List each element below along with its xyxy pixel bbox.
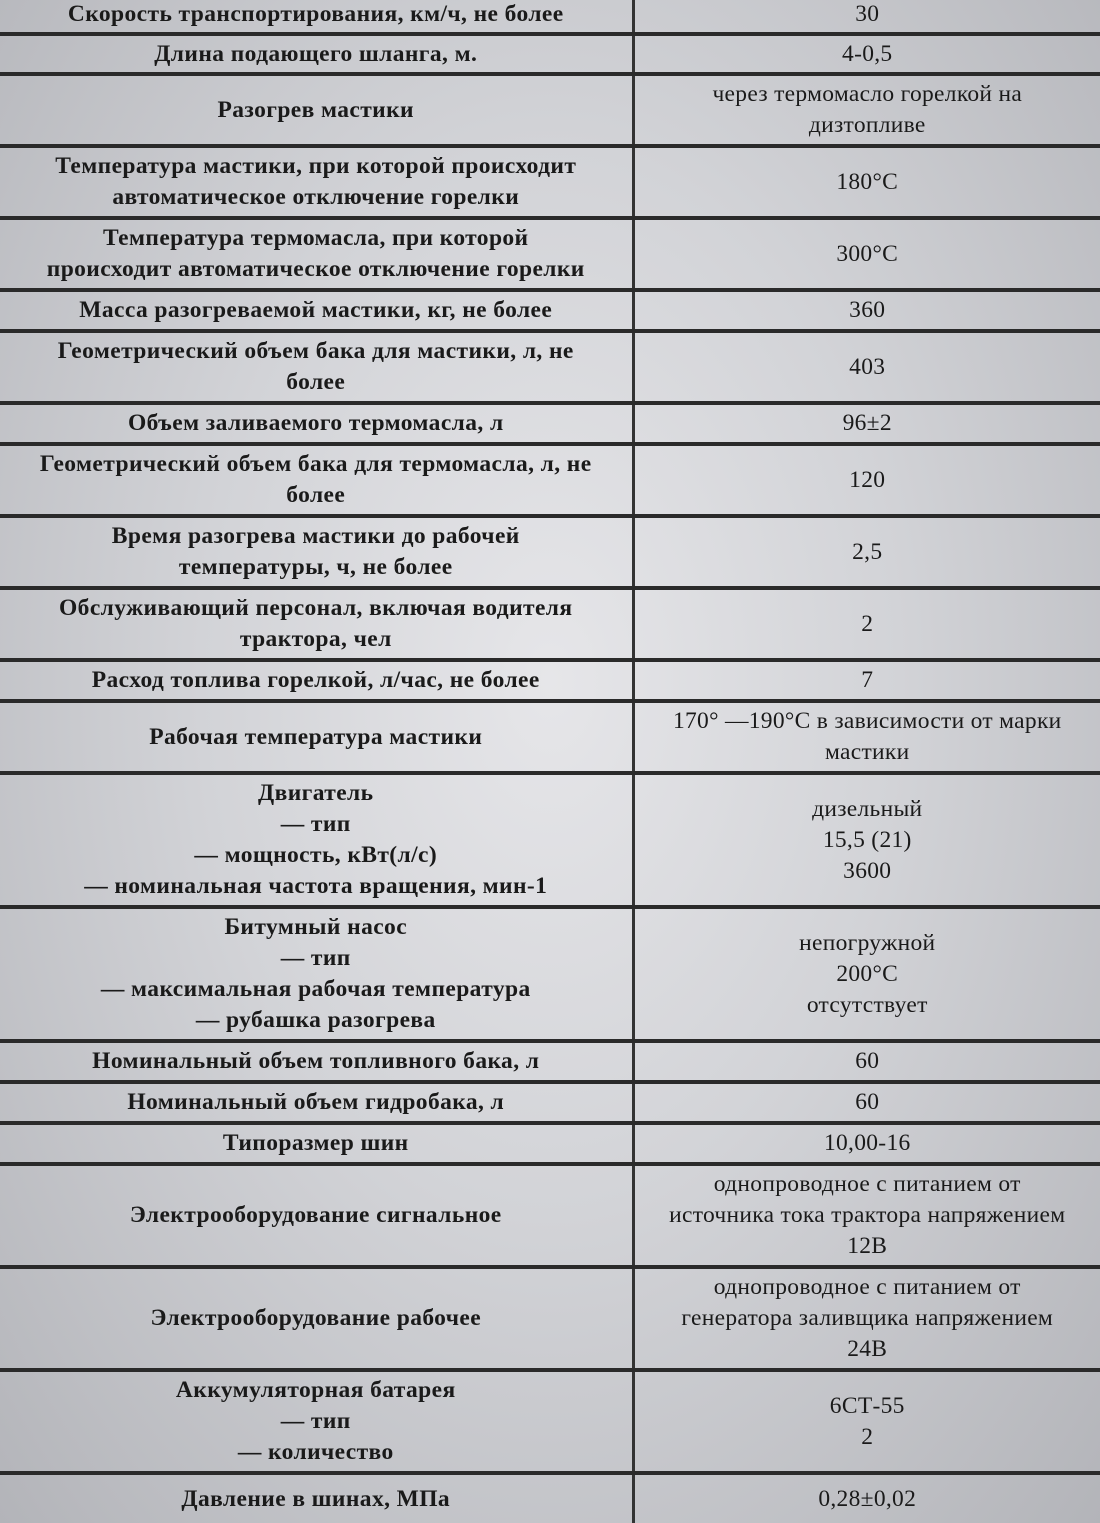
value-cell: [633, 1123, 1100, 1164]
table-row: [0, 74, 1100, 146]
value-text: 0,28±0,02: [818, 1485, 917, 1512]
table-row: [0, 701, 1100, 773]
value-text: 300°С: [836, 240, 899, 267]
value-text: 180°С: [836, 168, 899, 195]
value-cell: [633, 444, 1100, 516]
parameter-text: — номинальная частота вращения, мин-1: [84, 873, 548, 899]
value-text: 60: [855, 1089, 880, 1115]
parameter-cell: [0, 516, 633, 588]
value-text: генератора заливщика напряжением: [681, 1305, 1054, 1331]
parameter-text: — тип: [280, 811, 351, 837]
value-text: 3600: [843, 857, 892, 884]
parameter-text: температуры, ч, не более: [178, 554, 453, 580]
parameter-cell: [0, 403, 633, 444]
value-cell: [633, 146, 1100, 218]
value-text: 96±2: [842, 410, 892, 436]
table-row: [0, 1370, 1100, 1473]
parameter-cell: [0, 444, 633, 516]
value-text: мастики: [824, 739, 910, 765]
parameter-text: более: [286, 482, 346, 508]
value-text: 10,00-16: [823, 1130, 911, 1156]
value-cell: [633, 34, 1100, 74]
parameter-text: — максимальная рабочая температура: [100, 976, 531, 1002]
value-text: 200°С: [836, 960, 899, 987]
parameter-text: Расход топлива горелкой, л/час, не более: [91, 667, 540, 693]
table-row: [0, 290, 1100, 331]
value-text: 120: [849, 466, 886, 493]
parameter-text: Масса разогреваемой мастики, кг, не более: [79, 297, 553, 323]
parameter-text: Обслуживающий персонал, включая водителя: [59, 595, 573, 621]
parameter-text: Электрооборудование сигнальное: [129, 1202, 502, 1228]
parameter-text: Номинальный объем топливного бака, л: [92, 1048, 540, 1074]
value-text: дизельный: [812, 795, 923, 822]
value-cell: [633, 1082, 1100, 1123]
table-row: [0, 660, 1100, 701]
table-row: [0, 773, 1100, 907]
value-text: 24В: [847, 1336, 888, 1362]
parameter-cell: [0, 701, 633, 773]
parameter-cell: [0, 1370, 633, 1473]
parameter-text: Скорость транспортирования, км/ч, не более: [67, 0, 564, 27]
value-cell: [633, 403, 1100, 444]
parameter-cell: [0, 588, 633, 660]
parameter-text: — мощность, кВт(л/с): [194, 842, 438, 868]
value-cell: [633, 331, 1100, 403]
parameter-cell: [0, 1123, 633, 1164]
parameter-text: Разогрев мастики: [217, 96, 414, 123]
value-text: 2: [861, 1423, 874, 1450]
value-text: 360: [849, 297, 886, 323]
value-cell: [633, 74, 1100, 146]
value-text: непогружной: [799, 929, 936, 956]
parameter-text: автоматическое отключение горелки: [112, 184, 520, 210]
parameter-text: Рабочая температура мастики: [149, 723, 483, 750]
value-text: 7: [861, 667, 874, 693]
parameter-text: Геометрический объем бака для мастики, л, не: [57, 338, 574, 364]
parameter-cell: [0, 907, 633, 1041]
table-row: [0, 907, 1100, 1041]
parameter-cell: [0, 290, 633, 331]
table-row: [0, 444, 1100, 516]
table-row: [0, 1267, 1100, 1370]
parameter-text: Типоразмер шин: [222, 1130, 409, 1156]
value-text: 170° —190°С в зависимости от марки: [672, 708, 1062, 734]
table-row: [0, 588, 1100, 660]
value-cell: [633, 660, 1100, 701]
value-cell: [633, 588, 1100, 660]
value-text: 2: [861, 610, 874, 637]
parameter-text: Битумный насос: [224, 914, 408, 940]
table-row: [0, 1164, 1100, 1267]
value-text: отсутствует: [806, 991, 928, 1018]
value-cell: [633, 1370, 1100, 1473]
parameter-cell: [0, 660, 633, 701]
parameter-cell: [0, 1041, 633, 1082]
parameter-cell: [0, 1267, 633, 1370]
parameter-text: — количество: [237, 1439, 394, 1465]
value-text: 30: [855, 0, 880, 27]
value-cell: [633, 1164, 1100, 1267]
value-text: 6СТ-55: [829, 1392, 905, 1419]
value-cell: [633, 1041, 1100, 1082]
value-cell: [633, 218, 1100, 290]
value-text: однопроводное с питанием от: [713, 1171, 1021, 1197]
table-row: [0, 1473, 1100, 1523]
parameter-text: трактора, чел: [239, 626, 392, 652]
parameter-text: Аккумуляторная батарея: [175, 1377, 456, 1403]
value-text: 4-0,5: [842, 40, 893, 67]
table-row: [0, 403, 1100, 444]
table-row: [0, 146, 1100, 218]
table-row: [0, 1123, 1100, 1164]
value-cell: [633, 290, 1100, 331]
parameter-cell: [0, 146, 633, 218]
table-row: [0, 34, 1100, 74]
value-cell: [633, 701, 1100, 773]
value-text: источника тока трактора напряжением: [669, 1202, 1066, 1228]
value-text: однопроводное с питанием от: [713, 1274, 1021, 1300]
value-text: 403: [849, 353, 886, 380]
parameter-text: более: [286, 369, 346, 395]
parameter-cell: [0, 1164, 633, 1267]
value-text: дизтопливе: [808, 112, 926, 138]
table-row: [0, 1041, 1100, 1082]
table-row: [0, 218, 1100, 290]
parameter-text: Геометрический объем бака для термомасла, л, не: [39, 451, 592, 477]
value-text: 60: [855, 1048, 880, 1074]
value-cell: [633, 1473, 1100, 1523]
value-cell: [633, 1267, 1100, 1370]
value-cell: [633, 773, 1100, 907]
parameter-text: — тип: [280, 945, 351, 971]
parameter-text: Двигатель: [258, 780, 374, 806]
parameter-cell: [0, 773, 633, 907]
parameter-cell: [0, 218, 633, 290]
value-text: 15,5 (21): [822, 826, 912, 853]
table-row: [0, 0, 1100, 34]
parameter-cell: [0, 0, 633, 34]
parameter-text: Номинальный объем гидробака, л: [127, 1089, 505, 1115]
parameter-text: Длина подающего шланга, м.: [154, 40, 478, 67]
parameter-cell: [0, 1473, 633, 1523]
parameter-text: Температура мастики, при которой происходит: [55, 153, 577, 179]
value-text: 12В: [847, 1233, 888, 1259]
parameter-cell: [0, 1082, 633, 1123]
value-cell: [633, 516, 1100, 588]
parameter-text: Давление в шинах, МПа: [181, 1485, 451, 1512]
parameter-cell: [0, 74, 633, 146]
parameter-text: Время разогрева мастики до рабочей: [111, 523, 520, 549]
table-row: [0, 331, 1100, 403]
parameter-cell: [0, 331, 633, 403]
value-text: 2,5: [852, 538, 883, 565]
parameter-text: Электрооборудование рабочее: [150, 1305, 482, 1331]
value-text: через термомасло горелкой на: [712, 81, 1023, 107]
value-cell: [633, 907, 1100, 1041]
parameter-text: — тип: [280, 1408, 351, 1434]
parameter-text: происходит автоматическое отключение горелки: [46, 256, 585, 282]
value-cell: [633, 0, 1100, 34]
parameter-cell: [0, 34, 633, 74]
parameter-text: — рубашка разогрева: [195, 1007, 436, 1033]
parameter-text: Объем заливаемого термомасла, л: [127, 410, 504, 436]
table-row: [0, 1082, 1100, 1123]
parameter-text: Температура термомасла, при которой: [102, 225, 529, 251]
table-row: [0, 516, 1100, 588]
